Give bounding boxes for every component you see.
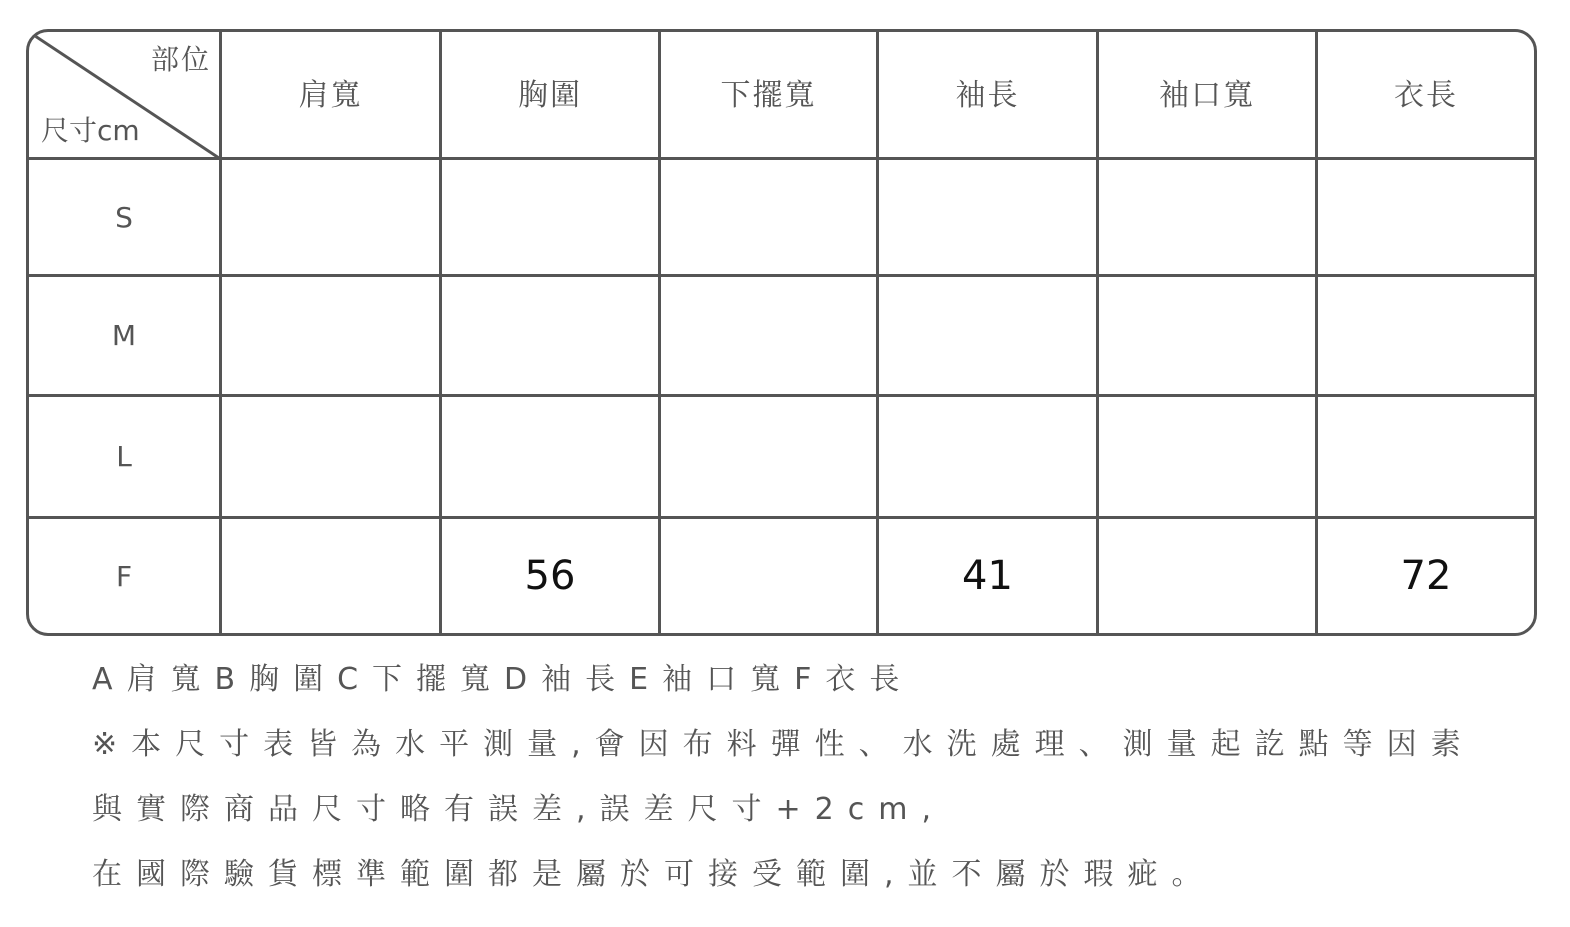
- table-cell: [222, 277, 442, 397]
- header-cuff-width: 袖口寬: [1099, 32, 1318, 160]
- corner-label-part: 部位: [150, 43, 211, 76]
- table-cell: [1318, 397, 1534, 519]
- table-cell: [222, 160, 442, 277]
- size-grid: [29, 32, 1534, 633]
- header-hem-width: 下擺寬: [661, 32, 879, 160]
- table-cell: [442, 397, 661, 519]
- note-disclaimer-line-3: 在國際驗貨標準範圍都是屬於可接受範圍,並不屬於瑕疵。: [92, 857, 1216, 892]
- size-label-l: L: [29, 397, 222, 519]
- table-cell: [879, 277, 1099, 397]
- table-cell: [442, 277, 661, 397]
- table-cell: [1099, 277, 1318, 397]
- table-cell: [1099, 519, 1318, 633]
- header-shoulder-width: 肩寬: [222, 32, 442, 160]
- corner-cell: [29, 32, 222, 160]
- value-chest-f: 56: [442, 519, 661, 633]
- header-chest: 胸圍: [442, 32, 661, 160]
- table-cell: [442, 160, 661, 277]
- value-sleeve-length-f: 41: [879, 519, 1099, 633]
- table-cell: [661, 160, 879, 277]
- size-label-m: M: [29, 277, 222, 397]
- size-table: [26, 29, 1537, 636]
- header-garment-length: 衣長: [1318, 32, 1534, 160]
- note-disclaimer-line-1: ※本尺寸表皆為水平測量,會因布料彈性、水洗處理、測量起訖點等因素: [92, 727, 1475, 762]
- table-cell: [222, 397, 442, 519]
- table-cell: [661, 519, 879, 633]
- table-cell: [222, 519, 442, 633]
- table-cell: [661, 397, 879, 519]
- table-cell: [1099, 397, 1318, 519]
- size-label-s: S: [29, 160, 222, 277]
- value-garment-length-f: 72: [1400, 553, 1452, 599]
- note-legend: A肩寬B胸圍C下擺寬D袖長E袖口寬F衣長: [92, 662, 914, 697]
- table-cell: [1318, 277, 1534, 397]
- table-cell: [879, 160, 1099, 277]
- size-label-f: F: [29, 519, 222, 633]
- measurement-notes: [92, 652, 1512, 912]
- corner-label-size: 尺寸cm: [41, 114, 140, 147]
- table-cell: [879, 397, 1099, 519]
- note-disclaimer-line-2: 與實際商品尺寸略有誤差,誤差尺寸+2cm,: [92, 792, 946, 827]
- table-cell: [661, 277, 879, 397]
- header-sleeve-length: 袖長: [879, 32, 1099, 160]
- table-cell: [1318, 160, 1534, 277]
- table-cell: [1099, 160, 1318, 277]
